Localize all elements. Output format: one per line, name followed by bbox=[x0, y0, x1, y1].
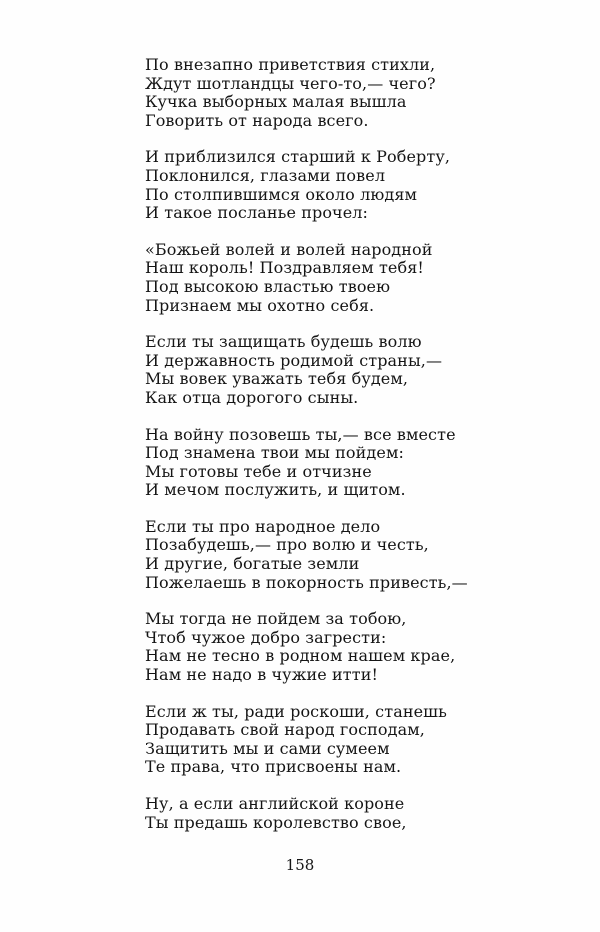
stanza bbox=[145, 518, 565, 592]
poem-line: Чтоб чужое добро загрести: bbox=[145, 627, 387, 647]
poem-line: По столпившимся около людям bbox=[145, 184, 418, 204]
poem-line: Ты предашь королевство свое, bbox=[145, 812, 407, 832]
poem-line: Защитить мы и сами сумеем bbox=[145, 738, 390, 758]
poem-line: Кучка выборных малая вышла bbox=[145, 92, 407, 112]
poem-line: Мы готовы тебе и отчизне bbox=[145, 461, 372, 481]
poem-line: И мечом послужить, и щитом. bbox=[145, 480, 406, 500]
stanza bbox=[145, 148, 565, 222]
poem-line: И державность родимой страны,— bbox=[145, 350, 443, 370]
poem-line: На войну позовешь ты,— все вместе bbox=[145, 424, 456, 444]
poem-line: И другие, богатые земли bbox=[145, 554, 360, 574]
poem-line: Наш король! Поздравляем тебя! bbox=[145, 258, 424, 278]
poem-line: Нам не тесно в родном нашем крае, bbox=[145, 646, 456, 666]
poem-line: По внезапно приветствия стихли, bbox=[145, 55, 436, 74]
poem-line: Те права, что присвоены нам. bbox=[145, 757, 402, 777]
poem-line: Пожелаешь в покорность привесть,— bbox=[145, 572, 468, 592]
stanza bbox=[145, 56, 565, 130]
poem-line: Поклонился, глазами повел bbox=[145, 165, 386, 185]
poem-text bbox=[145, 56, 565, 850]
stanza bbox=[145, 610, 565, 684]
poem-line: Как отца дорогого сыны. bbox=[145, 387, 359, 407]
stanza bbox=[145, 241, 565, 315]
poem-line: Ждут шотландцы чего-то,— чего? bbox=[145, 73, 436, 93]
poem-line: Если ты про народное дело bbox=[145, 516, 381, 536]
poem-line: Продавать свой народ господам, bbox=[145, 720, 425, 740]
poem-line: И такое посланье прочел: bbox=[145, 203, 369, 223]
poem-line: «Божьей волей и волей народной bbox=[145, 239, 433, 259]
poem-line: Позабудешь,— про волю и честь, bbox=[145, 535, 429, 555]
poem-line: Если ты защищать будешь волю bbox=[145, 332, 422, 352]
poem-line: Мы вовек уважать тебя будем, bbox=[145, 369, 409, 389]
poem-line: Под высокою властью твоею bbox=[145, 276, 391, 296]
stanza bbox=[145, 426, 565, 500]
poem-line: Признаем мы охотно себя. bbox=[145, 295, 375, 315]
poem-line: Мы тогда не пойдем за тобою, bbox=[145, 609, 407, 629]
poem-line: Нам не надо в чужие итти! bbox=[145, 665, 378, 685]
stanza bbox=[145, 703, 565, 777]
poem-line: Если ж ты, ради роскоши, станешь bbox=[145, 701, 447, 721]
poem-line: Говорить от народа всего. bbox=[145, 110, 369, 130]
poem-line: Под знамена твои мы пойдем: bbox=[145, 443, 404, 463]
stanza bbox=[145, 795, 565, 832]
poem-line: И приблизился старший к Роберту, bbox=[145, 147, 451, 167]
poem-line: Ну, а если английской короне bbox=[145, 794, 405, 813]
stanza bbox=[145, 333, 565, 407]
page-number: 158 bbox=[285, 856, 315, 874]
